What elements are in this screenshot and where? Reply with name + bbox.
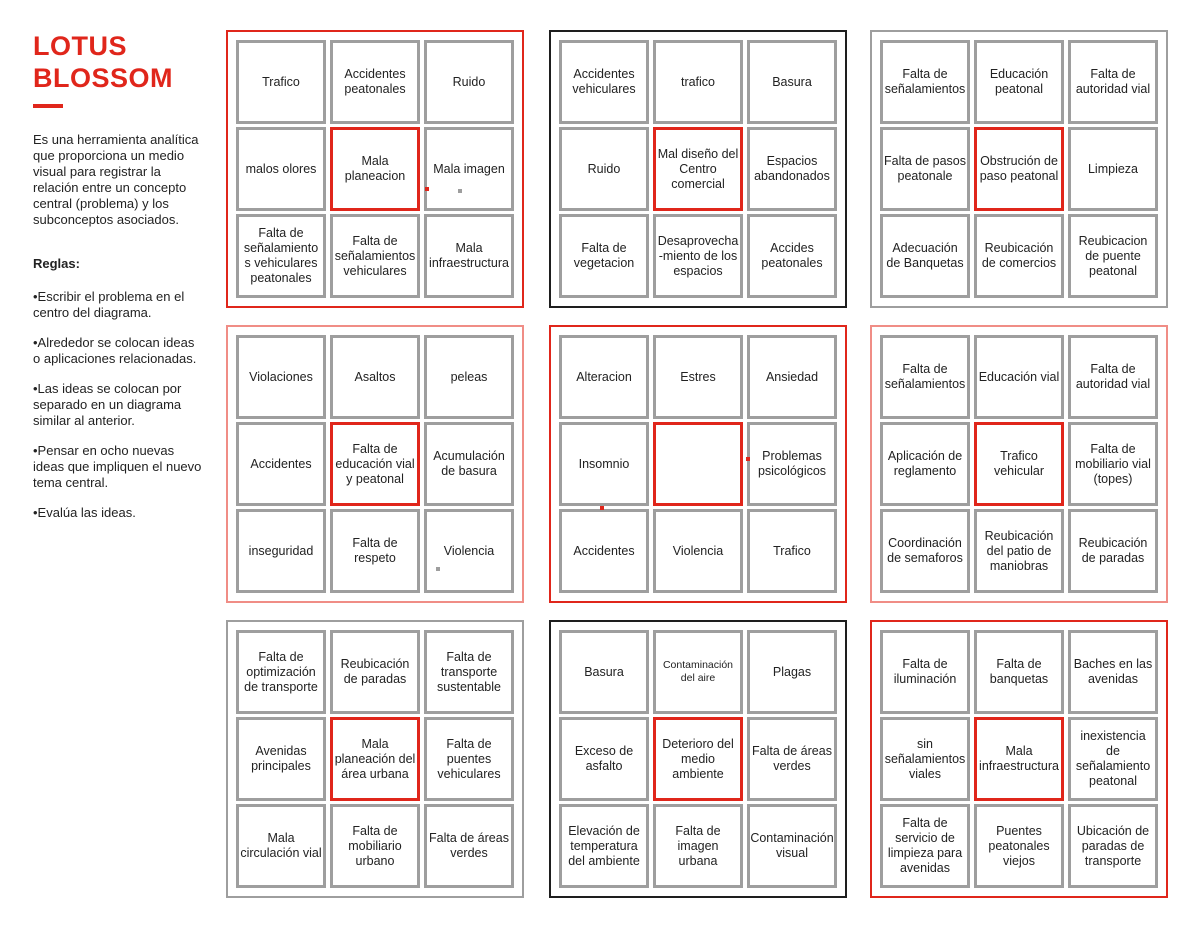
lotus-block-4	[226, 325, 524, 603]
block-cell: Basura	[747, 40, 837, 124]
block-cell: Accidentes peatonales	[330, 40, 420, 124]
block-cell: malos olores	[236, 127, 326, 211]
marker-dot	[458, 189, 462, 193]
block-cell: Falta de autoridad vial	[1068, 335, 1158, 419]
rule-1: •Escribir el problema en el centro del diagrama.	[33, 289, 185, 320]
block-cell: Violencia	[424, 509, 514, 593]
block-cell: Plagas	[747, 630, 837, 714]
block-cell: Accidentes	[559, 509, 649, 593]
center-cell: Mala planeacion	[330, 127, 420, 211]
block-cell: trafico	[653, 40, 743, 124]
block-cell: Falta de transporte sustentable	[424, 630, 514, 714]
lotus-block-5	[549, 325, 847, 603]
block-cell: Falta de señalamientos	[880, 335, 970, 419]
marker-dot	[436, 567, 440, 571]
center-cell: Mala infraestructura	[974, 717, 1064, 801]
block-cell: Contaminación visual	[747, 804, 837, 888]
block-cell: Educación peatonal	[974, 40, 1064, 124]
rule-3: •Las ideas se colocan por separado en un diagrama similar al anterior.	[33, 381, 182, 428]
block-cell: Falta de puentes vehiculares	[424, 717, 514, 801]
center-cell: Deterioro del medio ambiente	[653, 717, 743, 801]
block-cell: Espacios abandonados	[747, 127, 837, 211]
title-line-2: BLOSSOM	[33, 63, 174, 93]
block-cell: Accides peatonales	[747, 214, 837, 298]
block-cell: Falta de optimización de transporte	[236, 630, 326, 714]
block-cell: Reubicación de comercios	[974, 214, 1064, 298]
block-cell: Educación vial	[974, 335, 1064, 419]
block-cell: Desaprovecha -miento de los espacios	[653, 214, 743, 298]
block-cell: sin señalamientos viales	[880, 717, 970, 801]
rule-5: •Evalúa las ideas.	[33, 505, 136, 520]
block-cell: Acumulación de basura	[424, 422, 514, 506]
block-cell: Accidentes vehiculares	[559, 40, 649, 124]
block-cell: Coordinación de semaforos	[880, 509, 970, 593]
marker-dot	[746, 457, 750, 461]
block-cell: Falta de iluminación	[880, 630, 970, 714]
block-cell: Ubicación de paradas de transporte	[1068, 804, 1158, 888]
block-cell: Mala imagen	[424, 127, 514, 211]
block-cell: Asaltos	[330, 335, 420, 419]
center-cell: Obstrución de paso peatonal	[974, 127, 1064, 211]
block-cell: Falta de autoridad vial	[1068, 40, 1158, 124]
block-cell: Exceso de asfalto	[559, 717, 649, 801]
block-cell: Ansiedad	[747, 335, 837, 419]
center-cell: Falta de educación vial y peatonal	[330, 422, 420, 506]
block-cell: Falta de servicio de limpieza para avenidas	[880, 804, 970, 888]
block-cell: Adecuación de Banquetas	[880, 214, 970, 298]
block-cell: Trafico	[236, 40, 326, 124]
block-cell: Alteracion	[559, 335, 649, 419]
lotus-block-2	[549, 30, 847, 308]
lotus-block-6	[870, 325, 1168, 603]
block-cell: Mala circulación vial	[236, 804, 326, 888]
center-cell: Mal diseño del Centro comercial	[653, 127, 743, 211]
block-cell: Contaminación del aire	[653, 630, 743, 714]
rules-heading: Reglas:	[33, 256, 80, 271]
block-cell: Mala infraestructura	[424, 214, 514, 298]
block-cell: Falta de señalamientos vehiculares	[330, 214, 420, 298]
lotus-block-8	[549, 620, 847, 898]
center-cell	[653, 422, 743, 506]
lotus-block-9	[870, 620, 1168, 898]
block-cell: inseguridad	[236, 509, 326, 593]
block-cell: Estres	[653, 335, 743, 419]
block-cell: Reubicación de paradas	[1068, 509, 1158, 593]
block-cell: Elevación de temperatura del ambiente	[559, 804, 649, 888]
title-line-1: LOTUS	[33, 31, 127, 61]
block-cell: Violencia	[653, 509, 743, 593]
center-cell: Trafico vehicular	[974, 422, 1064, 506]
block-cell: Falta de señalamientos	[880, 40, 970, 124]
intro-text: Es una herramienta analítica que proporciona un medio visual para registrar la relación entre un concepto central (problema) y los subconceptos asociados.	[33, 132, 199, 227]
block-cell: Baches en las avenidas	[1068, 630, 1158, 714]
block-cell: Falta de mobiliario vial (topes)	[1068, 422, 1158, 506]
block-cell: inexistencia de señalamiento peatonal	[1068, 717, 1158, 801]
block-cell: Falta de señalamiento s vehiculares peatonales	[236, 214, 326, 298]
block-cell: Reubicación del patio de maniobras	[974, 509, 1064, 593]
block-cell: Puentes peatonales viejos	[974, 804, 1064, 888]
title	[33, 30, 203, 94]
block-cell: Violaciones	[236, 335, 326, 419]
block-cell: peleas	[424, 335, 514, 419]
block-cell: Reubicacion de puente peatonal	[1068, 214, 1158, 298]
title-underline	[33, 104, 63, 108]
block-cell: Falta de banquetas	[974, 630, 1064, 714]
block-cell: Basura	[559, 630, 649, 714]
rule-2: •Alrededor se colocan ideas o aplicaciones relacionadas.	[33, 335, 197, 366]
block-cell: Falta de pasos peatonale	[880, 127, 970, 211]
block-cell: Limpieza	[1068, 127, 1158, 211]
lotus-block-7	[226, 620, 524, 898]
block-cell: Ruido	[559, 127, 649, 211]
block-cell: Falta de respeto	[330, 509, 420, 593]
block-cell: Insomnio	[559, 422, 649, 506]
block-cell: Reubicación de paradas	[330, 630, 420, 714]
block-cell: Ruido	[424, 40, 514, 124]
block-cell: Trafico	[747, 509, 837, 593]
block-cell: Aplicación de reglamento	[880, 422, 970, 506]
block-cell: Avenidas principales	[236, 717, 326, 801]
center-cell: Mala planeación del área urbana	[330, 717, 420, 801]
sidebar	[33, 30, 203, 535]
marker-dot	[425, 187, 429, 191]
block-cell: Falta de imagen urbana	[653, 804, 743, 888]
block-cell: Falta de áreas verdes	[424, 804, 514, 888]
block-cell: Problemas psicológicos	[747, 422, 837, 506]
lotus-block-3	[870, 30, 1168, 308]
block-cell: Falta de vegetacion	[559, 214, 649, 298]
block-cell: Falta de áreas verdes	[747, 717, 837, 801]
rule-4: •Pensar en ocho nuevas ideas que impliquen el nuevo tema central.	[33, 443, 202, 490]
lotus-block-1	[226, 30, 524, 308]
block-cell: Falta de mobiliario urbano	[330, 804, 420, 888]
marker-dot	[600, 506, 604, 510]
block-cell: Accidentes	[236, 422, 326, 506]
